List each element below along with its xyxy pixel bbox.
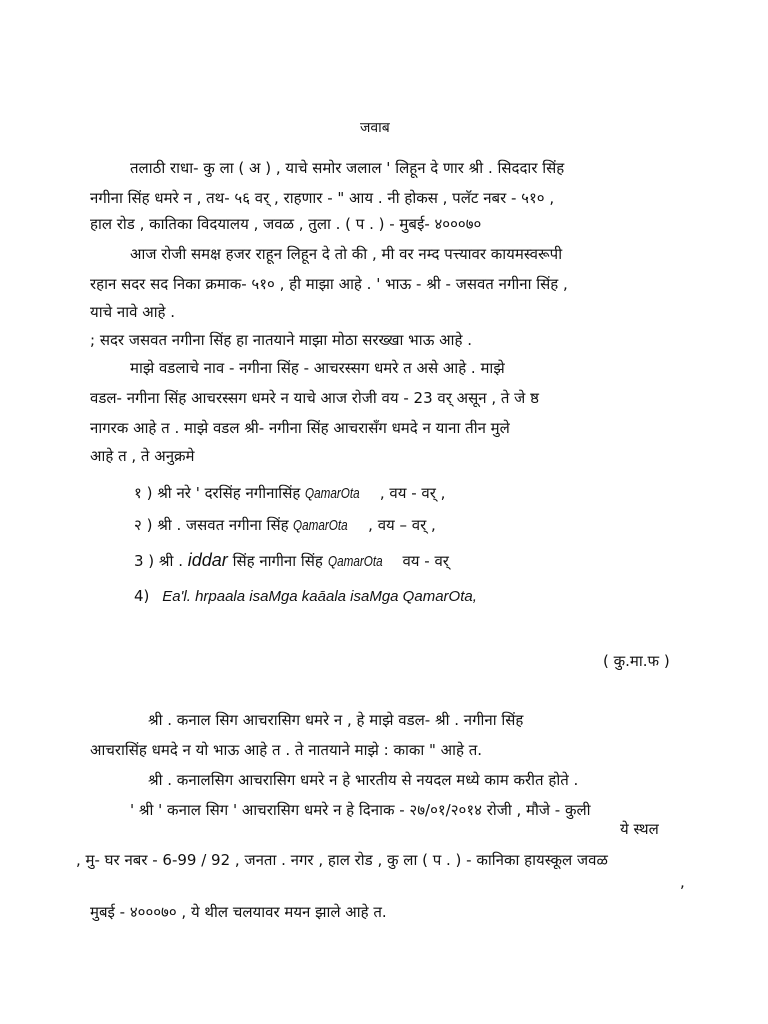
list-item-4 xyxy=(134,586,477,607)
reference-code: ( कु.मा.फ ) xyxy=(603,652,670,670)
list-item-surname: QamarOta xyxy=(293,517,348,534)
document-title: जवाब xyxy=(360,120,390,136)
text-line: माझे वडलाचे नाव - नगीना सिंह - आचरस्सग धमरे त असे आहे . माझे xyxy=(130,359,505,377)
list-item-text: Ea'l. hrpaala isaMga kaāala isaMga QamarOta, xyxy=(162,588,477,605)
text-line: आचरासिंह धमदे न यो भाऊ आहे त . ते नातयाने माझे : काका " आहे त. xyxy=(90,741,483,759)
text-line: मुबई - ४०००७० , ये थील चलयावर मयन झाले आहे त. xyxy=(90,903,387,921)
text-line: तलाठी राधा- कु ला ( अ ) , याचे समोर जलाल ' लिहून दे णार श्री . सिददार सिंह xyxy=(130,159,565,177)
text-line: आज रोजी समक्ष हजर राहून लिहून दे तो की , मी वर नम्द पत्त्यावर कायमस्वरूपी xyxy=(130,245,563,263)
list-item-text: वय - वर् xyxy=(402,552,449,570)
text-line: रहान सदर सद निका क्रमाक- ५१० , ही माझा आहे . ' भाऊ - श्री - जसवत नगीना सिंह , xyxy=(90,275,568,293)
list-item-1 xyxy=(134,483,445,504)
list-item-text: , वय - वर् , xyxy=(379,484,446,502)
text-line: हाल रोड , कातिका विदयालय , जवळ , तुला . ( प . ) - मुबई- ४०००७० xyxy=(90,215,482,233)
text-line: याचे नावे आहे . xyxy=(90,303,176,321)
list-item-surname: QamarOta xyxy=(305,485,360,502)
list-item-name: iddar xyxy=(187,550,228,570)
list-item-2 xyxy=(134,515,436,536)
text-line: ; सदर जसवत नगीना सिंह हा नातयाने माझा मोठा सरख्खा भाऊ आहे . xyxy=(90,331,472,349)
list-item-text: , वय – वर् , xyxy=(368,516,436,534)
text-line: ये स्थल xyxy=(620,820,659,838)
text-line: , मु- घर नबर - 6-99 / 92 , जनता . नगर , हाल रोड , कु ला ( प . ) - कानिका हायस्कूल जवळ xyxy=(76,851,608,869)
text-line: वडल- नगीना सिंह आचरस्सग धमरे न याचे आज रोजी वय - 23 वर् असून , ते जे ष्ठ xyxy=(90,389,539,407)
list-item-text: 3 ) श्री . xyxy=(134,552,183,570)
list-item-text: १ ) श्री नरे ' दरसिंह नगीनासिंह xyxy=(134,484,301,502)
text-line: आहे त , ते अनुक्रमे xyxy=(90,447,195,465)
list-item-number: 4) xyxy=(134,587,150,605)
text-line: श्री . कनाल सिग आचरासिग धमरे न , हे माझे वडल- श्री . नगीना सिंह xyxy=(148,711,524,729)
text-line: श्री . कनालसिग आचरासिग धमरे न हे भारतीय से नयदल मध्ये काम करीत होते . xyxy=(148,771,579,789)
list-item-text: २ ) श्री . जसवत नगीना सिंह xyxy=(134,516,289,534)
text-line: नागरक आहे त . माझे वडल श्री- नगीना सिंह आचरासँग धमदे न याना तीन मुले xyxy=(90,419,510,437)
list-item-3 xyxy=(134,550,449,572)
list-item-text: सिंह नागीना सिंह xyxy=(232,552,323,570)
list-item-surname: QamarOta xyxy=(327,553,383,570)
text-line: नगीना सिंह धमरे न , तथ- ५६ वर् , राहणार - " आय . नी होकस , पलॅट नबर - ५१० , xyxy=(90,189,555,207)
text-line: , xyxy=(680,873,685,891)
text-line: ' श्री ' कनाल सिग ' आचरासिग धमरे न हे दिनाक - २७/०१/२०१४ रोजी , मौजे - कुली xyxy=(130,801,591,819)
